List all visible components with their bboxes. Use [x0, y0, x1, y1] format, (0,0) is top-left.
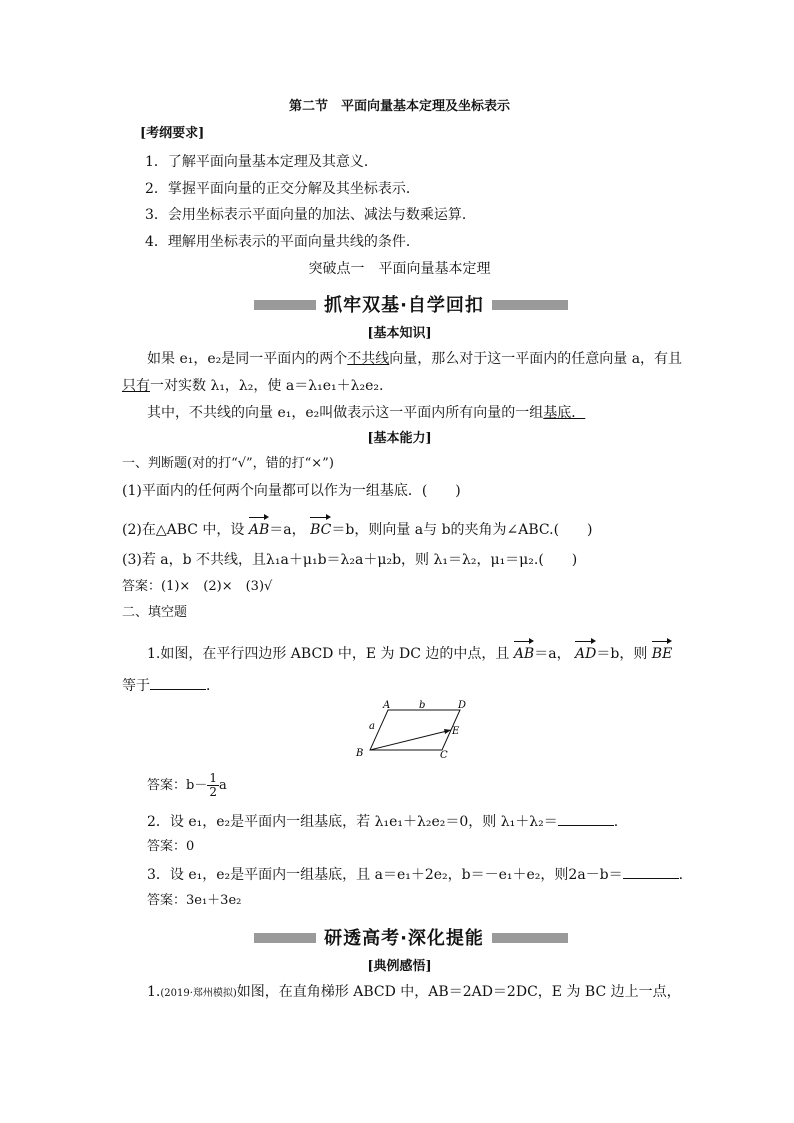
source-note: (2019·郑州模拟)	[160, 988, 237, 999]
exam-requirement-item: 3．会用坐标表示平面向量的加法、减法与数乘运算．	[145, 207, 476, 223]
underlined-term: 只有	[122, 378, 150, 394]
text: a	[218, 778, 227, 793]
exam-requirement-item: 1．了解平面向量基本定理及其意义．	[145, 154, 378, 170]
fill-in-heading: 二、填空题	[122, 605, 188, 620]
banner-bar-left	[254, 300, 316, 310]
text: ＝a，	[269, 522, 306, 538]
tf-answer: 答案：(1)× (2)× (3)√	[122, 579, 273, 594]
text: 一对实数 λ₁，λ₂，使 a＝λ₁e₁＋λ₂e₂.	[150, 378, 384, 394]
tf-question-3: (3)若 a，b 不共线，且λ₁a＋μ₁b＝λ₂a＋μ₂b，则 λ₁＝λ₂，μ₁＝μ₂.( )	[122, 552, 578, 568]
answer-blank	[558, 811, 614, 826]
banner-text: 抓牢双基·自学回扣	[324, 295, 484, 316]
text: 2．设 e₁，e₂是平面内一组基底，若 λ₁e₁＋λ₂e₂＝0，则 λ₁＋λ₂＝	[147, 814, 558, 830]
text: 答案：b－	[147, 778, 208, 793]
text: 如果 e₁，e₂是同一平面内的两个	[147, 351, 348, 367]
label-vector-b: b	[419, 700, 426, 711]
text: 向量，那么对于这一平面内的任意向量 a，有且	[389, 351, 683, 367]
text: ＝b，则	[596, 646, 648, 662]
label-e-point: E	[452, 726, 460, 737]
knowledge-paragraph-2	[147, 403, 702, 423]
banner-text: 研透高考·深化提能	[324, 928, 484, 949]
label-c-point: C	[440, 750, 448, 761]
text: 1.如图，在平行四边形 ABCD 中，E 为 DC 边的中点，且	[147, 646, 510, 662]
segment-be	[370, 730, 451, 750]
text: .	[613, 814, 619, 830]
label-a-point: A	[383, 700, 391, 711]
vector-ad: AD	[575, 638, 596, 664]
text: 3．设 e₁，e₂是平面内一组基底，且 a＝e₁＋2e₂，b＝－e₁＋e₂，则2a－b＝	[147, 867, 623, 883]
text: ＝a，	[534, 646, 571, 662]
basic-knowledge-heading: [基本知识]	[367, 326, 432, 341]
exam-requirement-item: 2．掌握平面向量的正交分解及其坐标表示．	[145, 181, 420, 197]
text: ．	[206, 678, 220, 694]
fill-answer-1	[147, 772, 702, 799]
banner-bar-right	[492, 933, 568, 943]
basic-ability-heading: [基本能力]	[367, 431, 432, 446]
text: 如图，在直角梯形 ABCD 中，AB＝2AD＝2DC，E 为 BC 边上一点，	[236, 984, 681, 1000]
denominator: 2	[209, 785, 217, 799]
vector-be: BE	[652, 638, 673, 664]
section-title: 第二节 平面向量基本定理及坐标表示	[288, 99, 510, 114]
parallelogram-figure	[350, 698, 480, 762]
fill-answer-3: 答案：3e₁＋3e₂	[147, 893, 242, 908]
answer-blank	[150, 675, 206, 690]
knowledge-paragraph-1-line-2	[122, 376, 677, 396]
exam-requirement-item: 4．理解用坐标表示的平面向量共线的条件．	[145, 234, 420, 250]
text: .	[678, 867, 684, 883]
label-d-point: D	[458, 700, 467, 711]
vector-ab: AB	[514, 638, 534, 664]
banner-self-study	[254, 291, 568, 317]
breakthrough-title: 突破点一 平面向量基本定理	[308, 261, 491, 277]
exam-requirements-heading: [考纲要求]	[140, 126, 205, 141]
fill-question-1-line-1	[147, 638, 702, 664]
text: 等于	[122, 678, 150, 694]
example-1-line-1	[147, 982, 702, 1004]
underlined-term: 不共线	[347, 351, 390, 367]
fraction-one-half	[207, 772, 219, 799]
banner-deepen	[254, 924, 568, 950]
banner-bar-right	[492, 300, 568, 310]
text: 1.	[147, 984, 161, 1000]
underlined-term: 基底．	[543, 405, 586, 421]
text: 其中，不共线的向量 e₁，e₂叫做表示这一平面内所有向量的一组	[147, 405, 544, 421]
tf-question-1: (1)平面内的任何两个向量都可以作为一组基底．( )	[122, 483, 461, 499]
vector-bc: BC	[310, 514, 331, 540]
fill-question-3	[147, 864, 702, 885]
text: ＝b，则向量 a与 b的夹角为∠ABC.( )	[331, 522, 593, 538]
label-vector-a: a	[369, 721, 375, 732]
knowledge-paragraph-1-line-1	[147, 349, 702, 369]
vector-ab: AB	[249, 514, 269, 540]
fill-question-2	[147, 811, 702, 832]
answer-blank	[623, 864, 679, 879]
numerator: 1	[209, 771, 217, 785]
fill-question-1-line-2	[122, 675, 677, 696]
fill-answer-2: 答案：0	[147, 839, 195, 854]
banner-bar-left	[254, 933, 316, 943]
true-false-heading: 一、判断题(对的打“√”，错的打“×”)	[122, 456, 334, 471]
label-b-point: B	[356, 748, 364, 759]
tf-question-2	[122, 514, 677, 540]
text: (2)在△ABC 中，设	[122, 522, 245, 538]
examples-heading: [典例感悟]	[367, 959, 432, 974]
